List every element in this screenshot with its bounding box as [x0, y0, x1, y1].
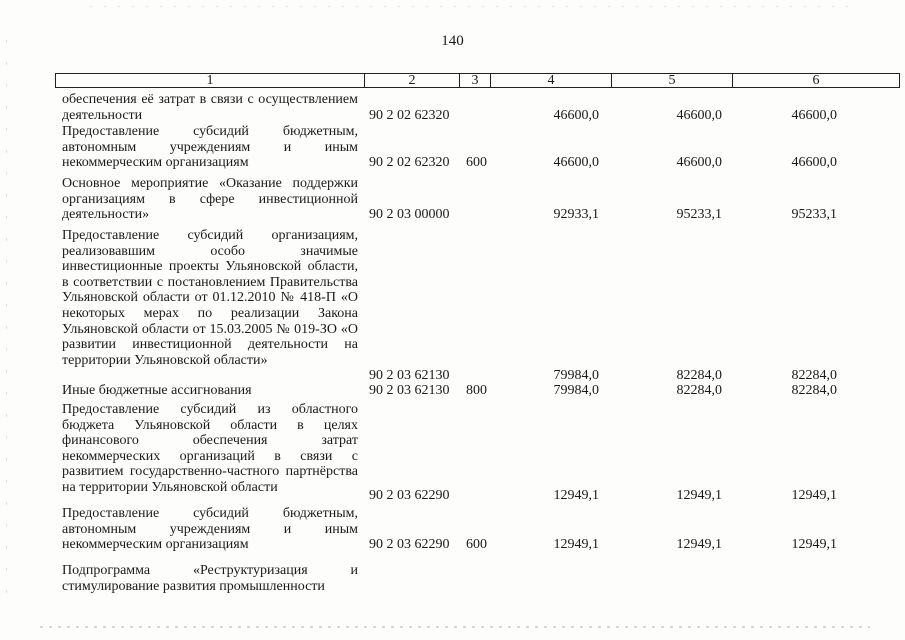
row-value-col5: 46600,0	[676, 107, 722, 123]
row-value-col4: 12949,1	[553, 537, 599, 553]
table-header	[55, 73, 900, 88]
scan-noise-bottom	[40, 626, 870, 628]
row-expense-type: 800	[466, 383, 487, 398]
row-value-col4: 46600,0	[553, 107, 599, 123]
row-description: обеспечения её затрат в связи с осуществлением деятельности	[62, 92, 358, 123]
row-description: Основное мероприятие «Оказание поддержки организациям в сфере инвестиционной деятельности»	[62, 176, 358, 223]
header-col-3: 3	[471, 73, 479, 88]
row-code: 90 2 03 62130	[369, 383, 450, 398]
row-description: Предоставление субсидий организациям, реализовавшим особо значимые инвестиционные проекты Ульяновской области, в соответствии с постановлением Правительства Ульяновской области от 01.12.2010 № 418-П «О некоторых мерах по реализации Закона Ульяновской области от 15.03.2005 № 019-ЗО «О развитии инвестиционной деятельности на территории Ульяновской области»	[62, 228, 358, 368]
row-value-col4: 92933,1	[553, 207, 599, 223]
row-code: 90 2 02 62320	[369, 155, 450, 171]
row-code: 90 2 02 62320	[369, 107, 450, 123]
header-col-5: 5	[668, 73, 676, 88]
row-value-col6: 46600,0	[791, 155, 837, 171]
row-code: 90 2 03 00000	[369, 207, 450, 223]
row-value-col5: 12949,1	[676, 487, 722, 503]
row-value-col4: 79984,0	[553, 383, 599, 398]
row-expense-type: 600	[466, 537, 487, 553]
header-col-4: 4	[547, 73, 555, 88]
row-value-col5: 82284,0	[676, 368, 722, 384]
row-expense-type: 600	[466, 155, 487, 171]
row-description: Подпрограмма «Реструктуризация и стимулирование развития промышленности	[62, 563, 358, 594]
page-number: 140	[441, 33, 464, 49]
row-code: 90 2 03 62290	[369, 487, 450, 503]
row-value-col5: 82284,0	[676, 383, 722, 398]
row-description: Предоставление субсидий бюджетным, автономным учреждениям и иным некоммерческим организациям	[62, 124, 358, 171]
row-value-col4: 79984,0	[553, 368, 599, 384]
header-col-6: 6	[812, 73, 820, 88]
row-value-col6: 82284,0	[791, 383, 837, 398]
row-value-col6: 12949,1	[791, 487, 837, 503]
scan-noise-top	[90, 6, 860, 7]
row-value-col6: 46600,0	[791, 107, 837, 123]
row-value-col5: 12949,1	[676, 537, 722, 553]
row-code: 90 2 03 62290	[369, 537, 450, 553]
row-value-col6: 82284,0	[791, 368, 837, 384]
row-value-col5: 46600,0	[676, 155, 722, 171]
header-col-1: 1	[206, 73, 214, 88]
row-value-col5: 95233,1	[676, 207, 722, 223]
row-value-col6: 95233,1	[791, 207, 837, 223]
row-description: Предоставление субсидий бюджетным, автономным учреждениям и иным некоммерческим организациям	[62, 506, 358, 553]
scan-noise-left	[6, 40, 7, 600]
row-description: Иные бюджетные ассигнования	[62, 383, 252, 398]
row-value-col4: 12949,1	[553, 487, 599, 503]
row-code: 90 2 03 62130	[369, 368, 450, 384]
header-col-2: 2	[408, 73, 416, 88]
row-value-col6: 12949,1	[791, 537, 837, 553]
row-value-col4: 46600,0	[553, 155, 599, 171]
row-description: Предоставление субсидий из областного бюджета Ульяновской области в целях финансового обеспечения затрат некоммерческих организаций в связи с развитием государственно-частного партнёрства на территории Ульяновской области	[62, 402, 358, 495]
